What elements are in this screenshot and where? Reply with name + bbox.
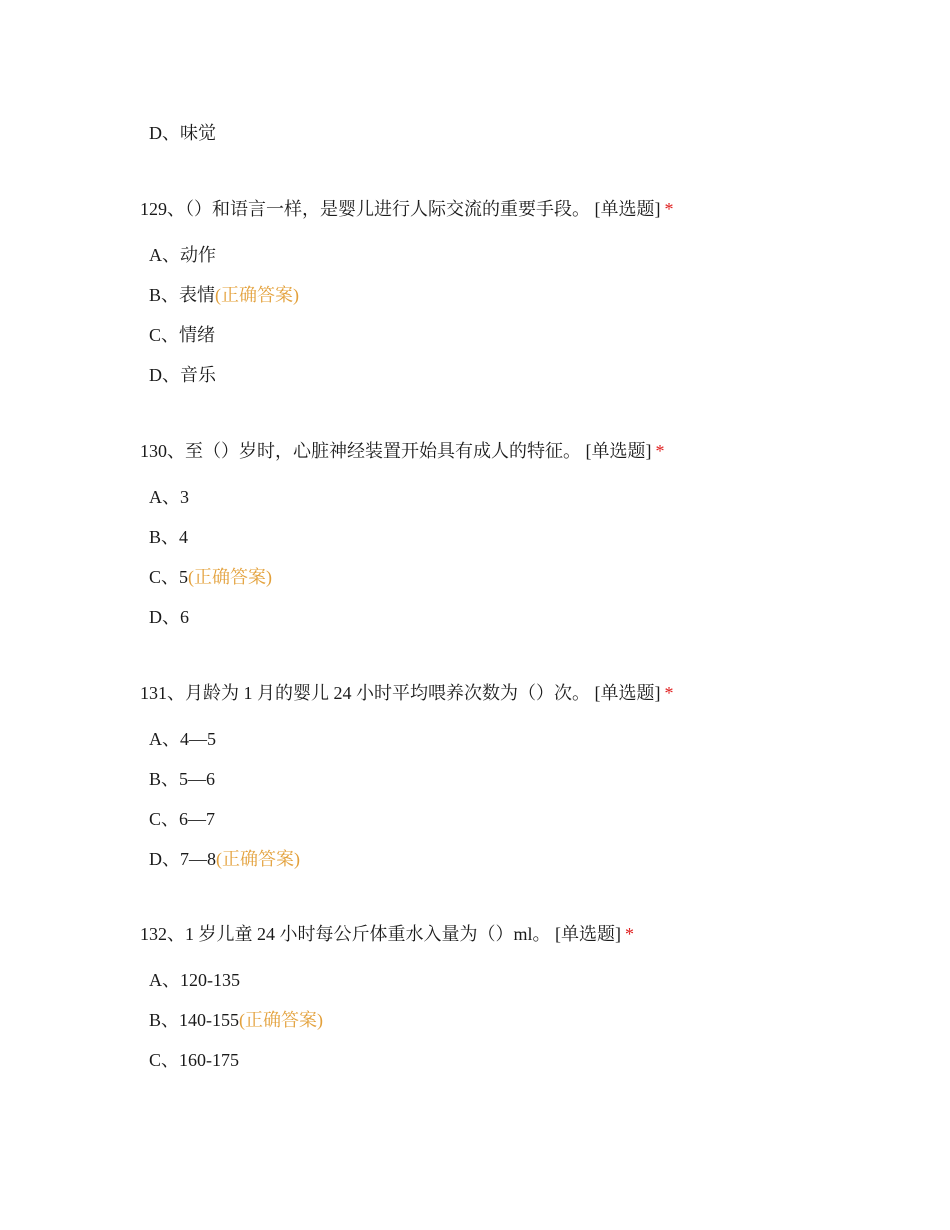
option-label: B、4 — [149, 527, 189, 547]
option-label: C、160-175 — [149, 1050, 239, 1070]
correct-answer-tag: (正确答案) — [239, 1010, 323, 1030]
option-label: B、140-155 — [149, 1010, 239, 1030]
option-label: D、味觉 — [149, 123, 216, 143]
option-label: B、5—6 — [149, 769, 216, 789]
correct-answer-tag: (正确答案) — [216, 849, 300, 869]
option-129-a — [149, 243, 216, 267]
option-131-a — [149, 727, 216, 751]
question-type: [单选题] — [555, 924, 621, 944]
option-132-b — [149, 1008, 323, 1032]
option-label: A、动作 — [149, 245, 216, 265]
option-label: D、6 — [149, 607, 189, 627]
option-128-d — [149, 121, 216, 145]
option-131-c — [149, 807, 215, 831]
question-type: [单选题] — [594, 683, 661, 703]
option-130-c — [149, 565, 272, 589]
option-129-d — [149, 363, 216, 387]
option-131-b — [149, 767, 215, 791]
correct-answer-tag: (正确答案) — [188, 567, 273, 587]
option-label: B、表情 — [149, 285, 216, 305]
question-title: 131、月龄为 1 月的婴儿 24 小时平均喂养次数为（）次。 — [140, 683, 590, 703]
required-marker: * — [655, 441, 665, 461]
required-marker: * — [664, 199, 674, 219]
option-label: A、120-135 — [149, 970, 240, 990]
required-marker: * — [664, 683, 674, 703]
option-label: C、情绪 — [149, 325, 216, 345]
option-label: A、4—5 — [149, 729, 216, 749]
option-130-d — [149, 605, 189, 629]
option-label: D、7—8 — [149, 849, 216, 869]
question-title: 129、（）和语言一样，是婴儿进行人际交流的重要手段。 — [140, 199, 590, 219]
question-129 — [140, 197, 674, 221]
option-131-d — [149, 847, 300, 871]
question-131 — [140, 681, 674, 705]
option-129-b — [149, 283, 299, 307]
question-title: 130、至（）岁时，心脏神经装置开始具有成人的特征。 — [140, 441, 581, 461]
option-label: A、3 — [149, 487, 189, 507]
option-132-a — [149, 968, 240, 992]
required-marker: * — [625, 924, 634, 944]
question-130 — [140, 439, 665, 463]
question-type: [单选题] — [585, 441, 652, 461]
question-132 — [140, 922, 634, 946]
option-label: D、音乐 — [149, 365, 216, 385]
option-130-a — [149, 485, 189, 509]
question-type: [单选题] — [594, 199, 661, 219]
option-129-c — [149, 323, 215, 347]
correct-answer-tag: (正确答案) — [215, 285, 300, 305]
option-132-c — [149, 1048, 239, 1072]
option-130-b — [149, 525, 188, 549]
question-title: 132、1 岁儿童 24 小时每公斤体重水入量为（）ml。 — [140, 924, 551, 944]
option-label: C、6—7 — [149, 809, 216, 829]
option-label: C、5 — [149, 567, 189, 587]
